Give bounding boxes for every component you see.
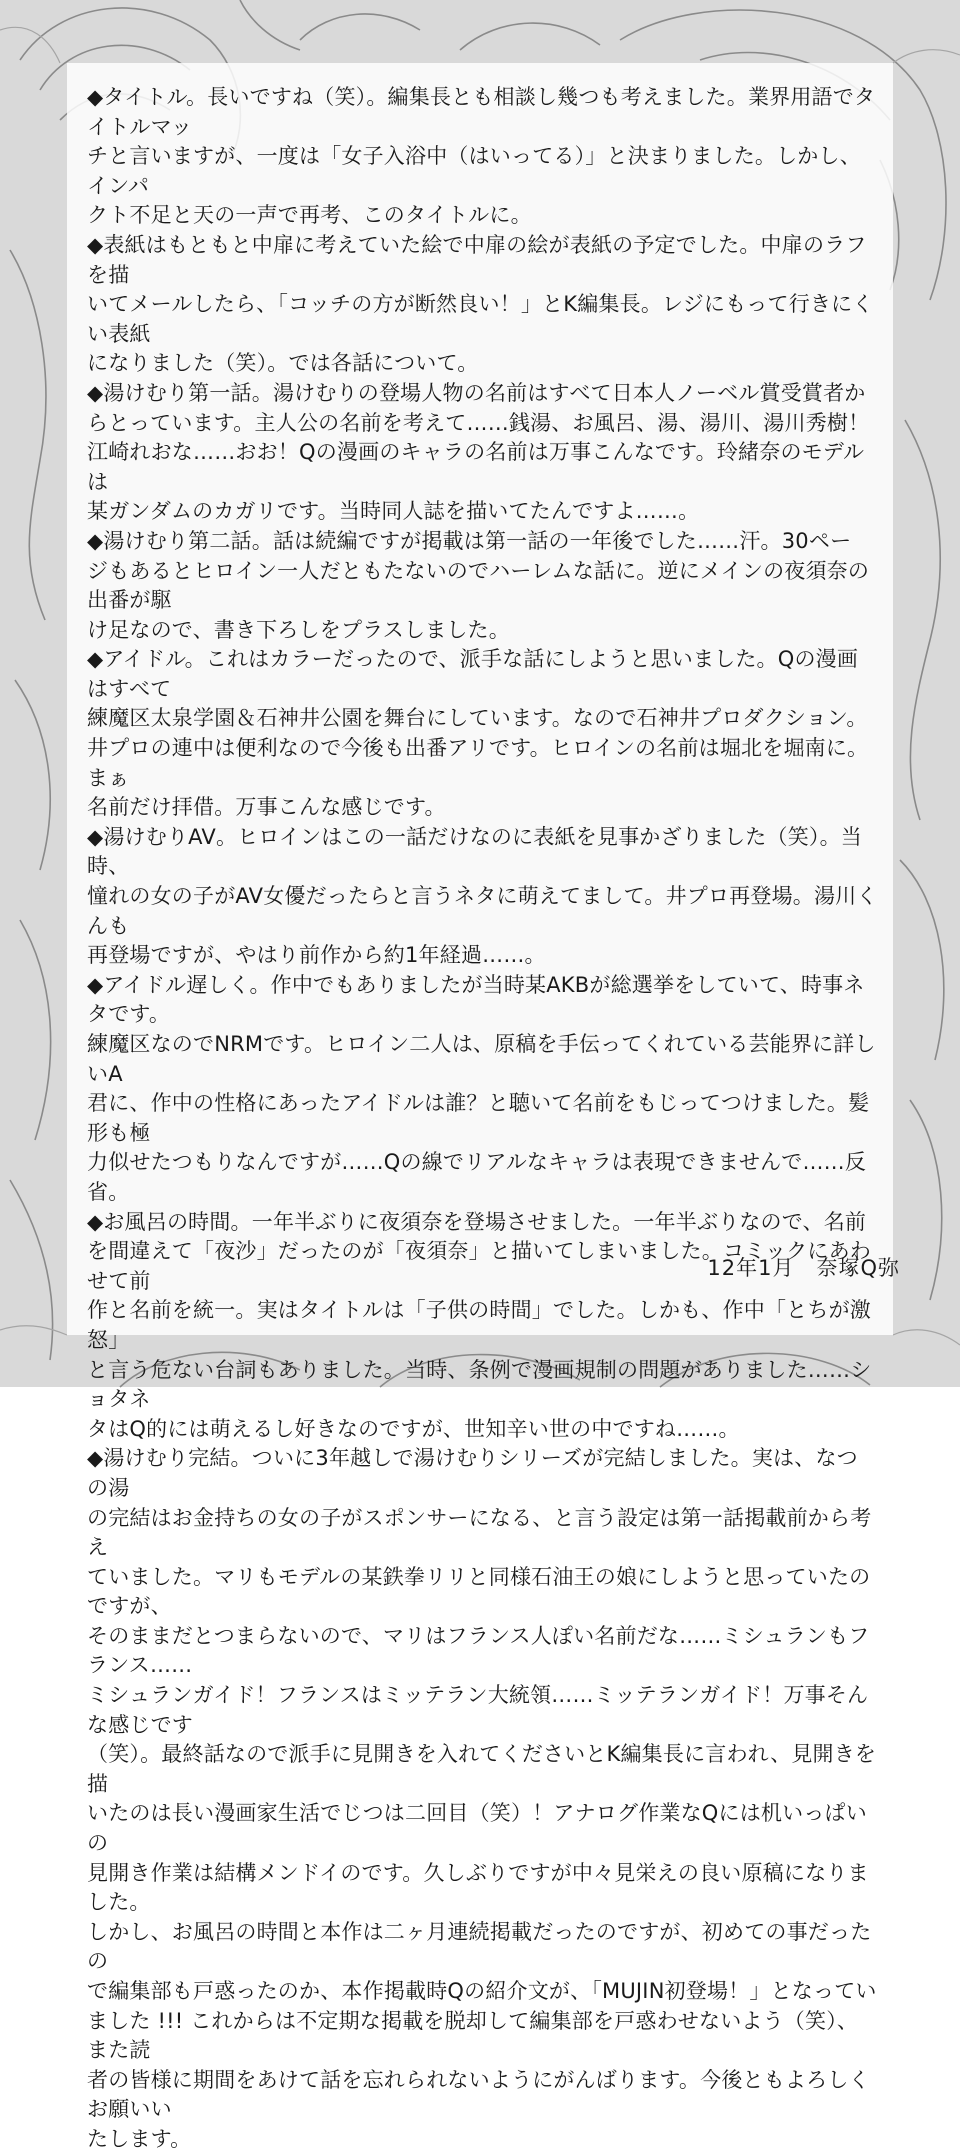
paragraph-episode-1: ◆湯けむり第一話。湯けむりの登場人物の名前はすべて日本人ノーベル賞受賞者か らとっています。主人公の名前を考えて……銭湯、お風呂、湯、湯川、湯川秀樹！ 江崎れおな……おお！Qの漫画のキャラの名前は万事こんなです。玲緒奈のモデルは 某ガンダムのカガリです。当時同人誌を描いてたんですよ……。: [87, 380, 870, 524]
paragraph-idol-2: ◆アイドル遅しく。作中でもありましたが当時某AKBが総選挙をしていて、時事ネタです。 練魔区なのでNRMです。ヒロイン二人は、原稿を手伝ってくれている芸能界に詳しいA 君に、作中の性格にあったアイドルは誰？と聴いて名前をもじってつけました。髪形も極 力似せたつもりなんですが……Qの線でリアルなキャラは表現できませんで……反省。: [87, 972, 876, 1204]
paragraph-idol: ◆アイドル。これはカラーだったので、派手な話にしようと思いました。Qの漫画はすべて 練魔区太泉学園＆石神井公園を舞台にしています。なので石神井プロダクション。 井プロの連中は便利なので今後も出番アリです。ヒロインの名前は堀北を堀南に。まぁ 名前だけ拝借。万事こんな感じです。: [87, 647, 869, 820]
paragraph-title: ◆タイトル。長いですね（笑）。編集長とも相談し幾つも考えました。業界用語でタイトルマッ チと言いますが、一度は「女子入浴中（はいってる）」と決まりました。しかし、インパ クト不足と天の一声で再考、このタイトルに。: [87, 85, 876, 228]
paragraph-finale: ◆湯けむり完結。ついに3年越しで湯けむりシリーズが完結しました。実は、なつの湯 の完結はお金持ちの女の子がスポンサーになる、と言う設定は第一話掲載前から考え ていました。マリもモデルの某鉄拳リリと同様石油王の娘にしようと思っていたのですが、 そのままだとつまらないので、マリはフランス人ぽい名前だな……ミシュランもフランス…… ミシュランガイド！フランスはミッテラン大統領……ミッテランガイド！万事そんな感じです （笑）。最終話なので派手に見開きを入れてくださいとK編集長に言われ、見開きを描 いたのは長い漫画家生活でじつは二回目（笑）！アナログ作業なQには机いっぱいの 見開き作業は結構メンドイのです。久しぶりですが中々見栄えの良い原稿になりました。 しかし、お風呂の時間と本作は二ヶ月連続掲載だったのですが、初めての事だったの で編集部も戸惑ったのか、本作掲載時Qの紹介文が、「MUJIN初登場！」となってい ました !!! これからは不定期な掲載を脱却して編集部を戸惑わせないよう（笑）、また読 者の皆様に期間をあけて話を忘れられないようにがんばります。今後ともよろしくお願いい たします。: [87, 1446, 877, 2151]
signature-date-author: 12年1月 奈塚Q弥: [707, 1256, 900, 1280]
afterword-text-panel: [67, 63, 893, 2151]
paragraph-av: ◆湯けむりAV。ヒロインはこの一話だけなのに表紙を見事かざりました（笑）。当時、 憧れの女の子がAV女優だったらと言うネタに萌えてまして。井プロ再登場。湯川くんも 再登場ですが、やはり前作から約1年経過……。: [87, 824, 878, 968]
paragraph-cover: ◆表紙はもともと中扉に考えていた絵で中扉の絵が表紙の予定でした。中扉のラフを描 いてメールしたら、「コッチの方が断然良い！」とK編集長。レジにもって行きにくい表紙 になりました（笑）。では各話について。: [87, 232, 874, 376]
paragraph-episode-2: ◆湯けむり第二話。話は続編ですが掲載は第一話の一年後でした……汗。30ペー ジもあるとヒロイン一人だともたないのでハーレムな話に。逆にメインの夜須奈の出番が駆 け足なので、書き下ろしをプラスしました。: [87, 528, 870, 642]
paragraph-bath-time: ◆お風呂の時間。一年半ぶりに夜須奈を登場させました。一年半ぶりなので、名前 を間違えて「夜沙」だったのが「夜須奈」と描いてしまいました。コミックにあわせて前 作と名前を統一。実はタイトルは「子供の時間」でした。しかも、作中「とちが激怒」 と言う危ない台詞もありました。当時、条例で漫画規制の問題がありました……ショタネ タはQ的には萌えるし好きなのですが、世知辛い世の中ですね……。: [87, 1209, 872, 1441]
